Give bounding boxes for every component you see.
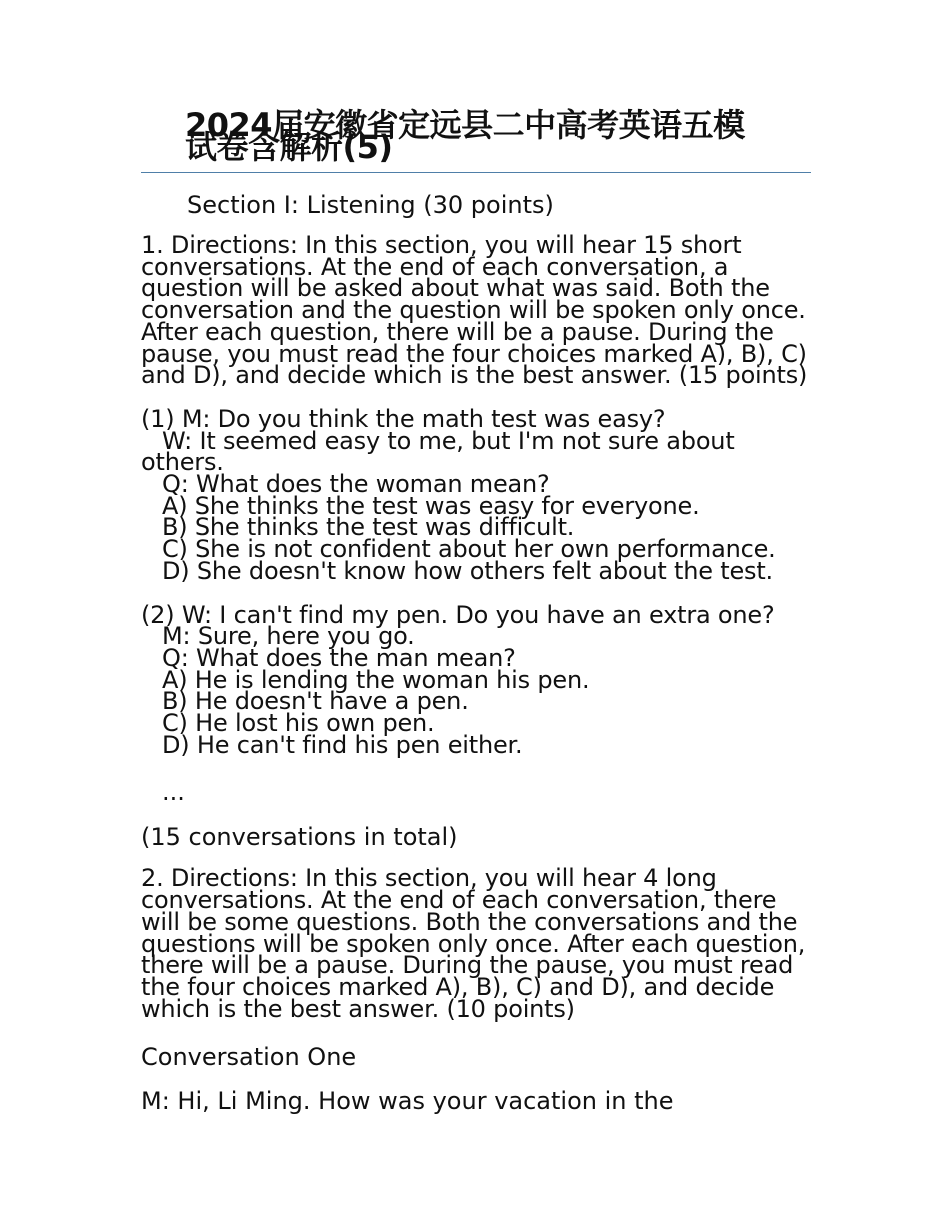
q2-line2: M: Sure, here you go. (162, 622, 415, 651)
q1-option-a: A) She thinks the test was easy for everyone. (162, 491, 700, 520)
question-1 (141, 404, 811, 585)
q1-option-b: B) She thinks the test was difficult. (162, 513, 575, 542)
conversation-one-line: M: Hi, Li Ming. How was your vacation in the (141, 1087, 674, 1116)
document-title: 2024届安徽省定远县二中高考英语五模 试卷含解析(5) (141, 100, 811, 173)
document-page (141, 100, 811, 1114)
section-heading: Section I: Listening (30 points) (187, 191, 554, 219)
conversation-one-title: Conversation One (141, 1043, 357, 1072)
question-2 (141, 600, 811, 759)
q2-option-a: A) He is lending the woman his pen. (162, 665, 590, 694)
q2-option-d: D) He can't find his pen either. (162, 730, 523, 759)
q1-line1: (1) M: Do you think the math test was easy? (141, 404, 666, 433)
q1-option-c: C) She is not confident about her own performance. (162, 535, 776, 564)
q2-question: Q: What does the man mean? (162, 643, 516, 672)
q2-option-b: B) He doesn't have a pen. (162, 687, 469, 716)
total-note: (15 conversations in total) (141, 823, 458, 852)
q1-line3: others. (141, 448, 224, 477)
q2-option-c: C) He lost his own pen. (162, 709, 435, 738)
part2-directions: 2. Directions: In this section, you will hear 4 long conversations. At the end of each conversation, there will be some questions. Both the conversations and the questions will be spoken only once. After each question, there will be a pause. During the pause, you must read the four choices marked A), B), C) and D), and decide which is the best answer. (10 points) (141, 864, 806, 1023)
q2-line1: (2) W: I can't find my pen. Do you have an extra one? (141, 600, 775, 629)
part1-directions: 1. Directions: In this section, you will hear 15 short conversations. At the end of each conversation, a question will be asked about what was said. Both the conversation and the question will be spoken only once. After each question, there will be a pause. During the pause, you must read the four choices marked A), B), C) and D), and decide which is the best answer. (15 points) (141, 231, 808, 390)
q1-question: Q: What does the woman mean? (162, 470, 550, 499)
q1-line2: W: It seemed easy to me, but I'm not sure about (162, 426, 735, 455)
ellipsis: ... (162, 778, 185, 807)
q1-option-d: D) She doesn't know how others felt about the test. (162, 556, 773, 585)
